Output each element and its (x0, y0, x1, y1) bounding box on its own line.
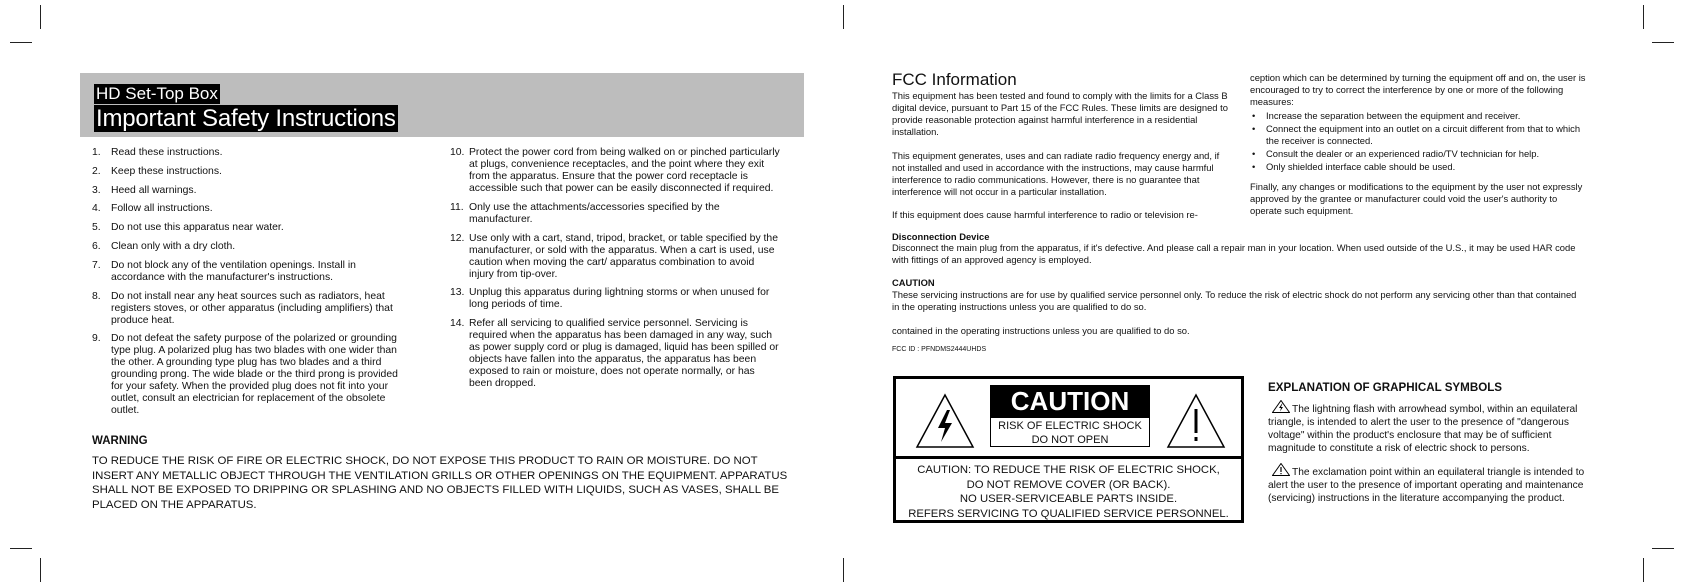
disconnection-heading: Disconnection Device (892, 231, 990, 242)
caution-heading: CAUTION (892, 277, 935, 288)
crop-mark (1643, 5, 1644, 29)
instruction-number: 13. (450, 287, 465, 299)
instruction-number: 3. (92, 184, 101, 196)
instruction-number: 1. (92, 147, 101, 158)
symbol-text: The lightning flash with arrowhead symbol, within an equilateral triangle, is intended to alert the user to the presence of "dangerous voltage" within the product's enclosure that may be of sufficient magnitude to constitute a risk of electric shock to persons. (1268, 404, 1578, 454)
instruction-number: 14. (450, 318, 465, 330)
instruction-item (92, 147, 407, 159)
fcc-paragraph: ception which can be determined by turning the equipment off and on, the user is encouraged to try to correct the interference by one or more of the following measures: (1250, 72, 1586, 107)
instruction-number: 12. (450, 232, 465, 244)
caution-text-repeat: contained in the operating instructions unless you are qualified to do so. (892, 325, 1190, 336)
exclamation-symbol-explanation (1268, 463, 1588, 506)
instruction-text: Unplug this apparatus during lightning storms or when unused for long periods of time. (469, 287, 770, 311)
crop-mark (1652, 548, 1674, 549)
list-item: • Only shielded interface cable should be used. (1250, 161, 1590, 173)
instruction-text: Use only with a cart, stand, tripod, bracket, or table specified by the manufacturer, or sold with the apparatus. When a cart is used, use caution when moving the cart/ apparatus combination to avoid injury from tip-over. (469, 232, 778, 280)
fcc-id: FCC ID : PFNDMS2444UHDS (892, 346, 987, 353)
page-title: Important Safety Instructions (96, 105, 396, 132)
lightning-warning-icon (1272, 400, 1290, 413)
instruction-item (92, 185, 407, 197)
crop-mark (1652, 42, 1674, 43)
instruction-number: 8. (92, 290, 101, 302)
instruction-item (92, 241, 407, 253)
disconnection-text: Disconnect the main plug from the apparatus, if it's defective. And please call a repair man in your location. When used outside of the U.S., it may be used HAR code with fittings of an approved agency is employed. (892, 242, 1576, 265)
instruction-item (92, 260, 407, 284)
fcc-paragraph: If this equipment does cause harmful interference to radio or television re- (892, 209, 1198, 220)
instruction-number: 5. (92, 222, 101, 234)
list-item: • Increase the separation between the equipment and receiver. (1250, 110, 1590, 122)
fcc-paragraph: This equipment has been tested and found to comply with the limits for a Class B digital device, pursuant to Part 15 of the FCC Rules. These limits are designed to provide reasonable protection against harmful interference in a residential installation. (892, 90, 1228, 137)
instruction-item (92, 333, 407, 417)
caution-line: REFERS SERVICING TO QUALIFIED SERVICE PERSONNEL. (908, 507, 1229, 520)
symbols-heading: EXPLANATION OF GRAPHICAL SYMBOLS (1268, 381, 1503, 394)
instruction-item (92, 222, 407, 234)
instruction-text: Do not install near any heat sources such as radiators, heat registers stoves, or other apparatus (including amplifiers) that produce heat. (111, 290, 393, 326)
instruction-number: 2. (92, 165, 101, 177)
fcc-paragraph: Finally, any changes or modifications to the equipment by the user not expressly approved by the grantee or manufacturer could void the user's authority to operate such equipment. (1250, 181, 1583, 216)
instruction-text: Read these instructions. (111, 147, 223, 158)
caution-label-text (896, 463, 1241, 521)
list-item: • Consult the dealer or an experienced radio/TV technician for help. (1250, 148, 1590, 160)
instruction-text: Heed all warnings. (111, 184, 197, 196)
instruction-text: Clean only with a dry cloth. (111, 240, 236, 252)
instruction-item (450, 233, 780, 281)
instruction-text: Refer all servicing to qualified service personnel. Servicing is required when the apparatus has been damaged in any way, such as power supply cord or plug is damaged, liquid has been spilled or objects have fallen into the apparatus, the apparatus has been exposed to rain or moisture, does not operate normally, or has been dropped. (469, 318, 779, 390)
instruction-item (92, 203, 407, 215)
instruction-text: Do not defeat the safety purpose of the polarized or grounding type plug. A polarized plug has two blades with one wider than the other. A grounding type plug has two blades and a third grounding prong. The wide blade or the third prong is provided for your safety. When the provided plug does not fit into your outlet, consult an electrician for replacement of the obsolete outlet. (111, 333, 398, 417)
warning-heading: WARNING (92, 435, 148, 447)
fcc-paragraph: This equipment generates, uses and can radiate radio frequency energy and, if not installed and used in accordance with the instructions, may cause harmful interference to radio communications. However, there is no guarantee that interference will not occur in a particular installation. (892, 150, 1220, 197)
instruction-text: Do not block any of the ventilation openings. Install in accordance with the manufacturer's instructions. (111, 259, 356, 283)
crop-mark (843, 5, 844, 29)
crop-mark (10, 42, 32, 43)
crop-mark (1643, 558, 1644, 582)
caution-label (893, 376, 1244, 523)
instruction-number: 7. (92, 259, 101, 271)
lightning-symbol-explanation (1268, 400, 1588, 456)
instruction-text: Protect the power cord from being walked on or pinched particularly at plugs, convenience receptacles, and the point where they exit from the apparatus. Ensure that the power cord receptacle is accessible such that power can be easily disconnected if required. (469, 147, 780, 194)
divider (896, 456, 1241, 459)
warning-text: TO REDUCE THE RISK OF FIRE OR ELECTRIC SHOCK, DO NOT EXPOSE THIS PRODUCT TO RAIN OR MOISTURE. DO NOT INSERT ANY METALLIC OBJECT THROUGH THE VENTILATION GRILLS OR OTHER OPENINGS ON THE EQUIPMENT. APPARATUS SHALL NOT BE EXPOSED TO DRIPPING OR SPLASHING AND NO OBJECTS FILLED WITH LIQUIDS, SUCH AS VASES, SHALL BE PLACED ON THE APPARATUS. (92, 455, 788, 511)
instruction-text: Only use the attachments/accessories specified by the manufacturer. (469, 201, 720, 225)
caution-badge-subtext: RISK OF ELECTRIC SHOCK DO NOT OPEN (990, 417, 1150, 447)
fcc-right-column (1250, 72, 1590, 217)
header-subtitle: HD Set-Top Box (96, 84, 218, 103)
crop-mark (843, 558, 844, 582)
crop-mark (10, 548, 32, 549)
instructions-right-column (450, 147, 780, 397)
caution-line: CAUTION: TO REDUCE THE RISK OF ELECTRIC SHOCK, (917, 464, 1220, 476)
instruction-number: 4. (92, 203, 101, 215)
caution-text: These servicing instructions are for use by qualified service personnel only. To reduce the risk of electric shock do not perform any servicing other than that contained in the operating instructions unless you are qualified to do so. (892, 289, 1577, 312)
caution-line: NO USER-SERVICEABLE PARTS INSIDE. (959, 493, 1178, 506)
instruction-number: 6. (92, 240, 101, 252)
exclamation-warning-icon (1165, 392, 1227, 450)
instruction-text: Keep these instructions. (111, 165, 222, 177)
instruction-item (92, 291, 407, 327)
instructions-left-column (92, 147, 407, 424)
instruction-text: Follow all instructions. (111, 203, 213, 215)
fcc-heading: FCC Information (892, 70, 1017, 89)
crop-mark (40, 5, 41, 29)
instruction-number: 10. (450, 147, 465, 158)
instruction-item (450, 287, 780, 311)
instruction-item (450, 318, 780, 390)
instruction-item (92, 166, 407, 178)
fcc-measures-list (1250, 110, 1590, 173)
instruction-number: 9. (92, 333, 101, 345)
exclamation-warning-icon (1272, 463, 1290, 476)
instruction-text: Do not use this apparatus near water. (111, 222, 284, 234)
instruction-item (450, 147, 780, 195)
caution-badge: CAUTION (990, 385, 1150, 417)
caution-line: DO NOT REMOVE COVER (OR BACK). (966, 478, 1171, 491)
crop-mark (40, 558, 41, 582)
instruction-number: 11. (450, 201, 464, 213)
list-item: • Connect the equipment into an outlet on a circuit different from that to which the receiver is connected. (1250, 123, 1590, 147)
instruction-item (450, 202, 780, 226)
lightning-warning-icon (914, 392, 976, 450)
symbol-text: The exclamation point within an equilateral triangle is intended to alert the user to the presence of important operating and maintenance (servicing) instructions in the literature accompanying the product. (1268, 467, 1585, 504)
